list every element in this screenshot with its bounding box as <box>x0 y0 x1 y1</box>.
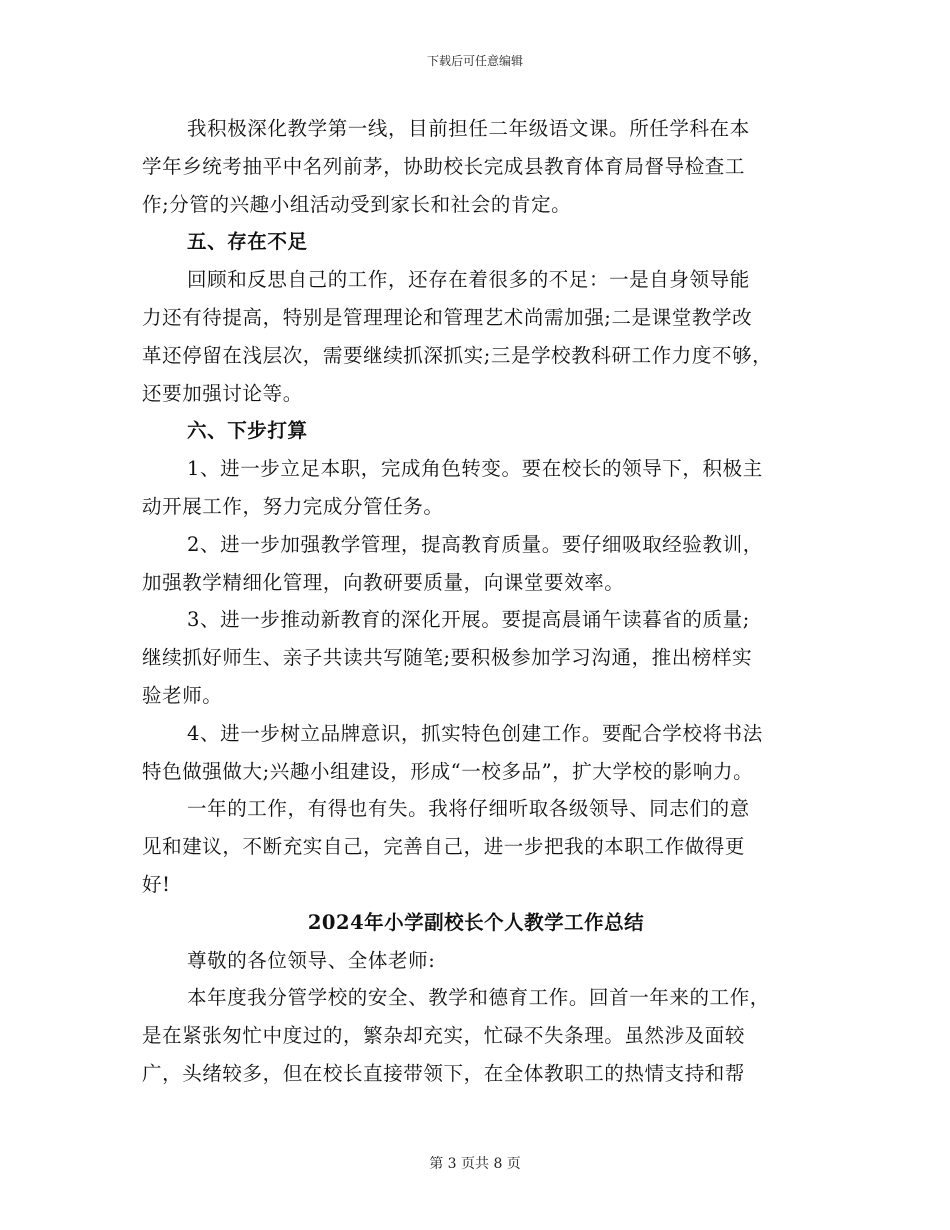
text-line: 还要加强讨论等。 <box>142 381 303 405</box>
text-line: 回顾和反思自己的工作，还存在着很多的不足：一是自身领导能 <box>187 268 750 292</box>
list-item-2 <box>142 526 822 602</box>
text-line: 力还有待提高，特别是管理理论和管理艺术尚需加强;二是课堂教学改 <box>142 305 753 329</box>
list-item-1 <box>142 450 822 526</box>
text-line: 继续抓好师生、亲子共读共写随笔;要积极参加学习沟通，推出榜样实 <box>142 646 753 670</box>
paragraph-intro <box>142 979 822 1092</box>
list-item-4 <box>142 715 822 791</box>
text-line: 作;分管的兴趣小组活动受到家长和社会的肯定。 <box>142 192 572 216</box>
document-body <box>142 110 822 1093</box>
text-line: 是在紧张匆忙中度过的，繁杂却充实，忙碌不失条理。虽然涉及面较 <box>142 1024 746 1048</box>
section-heading-next-steps: 六、下步打算 <box>187 419 308 443</box>
text-line: 3、进一步推动新教育的深化开展。要提高晨诵午读暮省的质量; <box>187 608 750 632</box>
section-heading-shortcomings: 五、存在不足 <box>187 230 308 254</box>
paragraph-shortcomings <box>142 261 822 412</box>
document-title: 2024年小学副校长个人教学工作总结 <box>307 910 645 934</box>
text-line: 特色做强做大;兴趣小组建设，形成“一校多品”，扩大学校的影响力。 <box>142 759 754 783</box>
text-line: 4、进一步树立品牌意识，抓实特色创建工作。要配合学校将书法 <box>187 721 763 745</box>
greeting: 尊敬的各位领导、全体老师: <box>187 948 436 972</box>
paragraph-teaching-duties <box>142 110 822 223</box>
text-line: 好! <box>142 872 171 896</box>
page-number: 第 3 页共 8 页 <box>429 1156 521 1172</box>
text-line: 广，头绪较多，但在校长直接带领下，在全体教职工的热情支持和帮 <box>142 1061 746 1085</box>
text-line: 见和建议，不断充实自己，完善自己，进一步把我的本职工作做得更 <box>142 835 746 859</box>
text-line: 验老师。 <box>142 683 223 707</box>
paragraph-conclusion <box>142 790 822 903</box>
text-line: 2、进一步加强教学管理，提高教育质量。要仔细吸取经验教训， <box>187 532 763 556</box>
page-header: 下载后可任意编辑 <box>426 54 523 68</box>
text-line: 学年乡统考抽平中名列前茅，协助校长完成县教育体育局督导检查工 <box>142 154 746 178</box>
list-item-3 <box>142 601 822 714</box>
text-line: 加强教学精细化管理，向教研要质量，向课堂要效率。 <box>142 570 625 594</box>
text-line: 我积极深化教学第一线，目前担任二年级语文课。所任学科在本 <box>187 117 750 140</box>
text-line: 革还停留在浅层次，需要继续抓深抓实;三是学校教科研工作力度不够， <box>142 343 773 367</box>
text-line: 动开展工作，努力完成分管任务。 <box>142 494 444 518</box>
text-line: 本年度我分管学校的安全、教学和德育工作。回首一年来的工作， <box>187 986 770 1010</box>
text-line: 一年的工作，有得也有失。我将仔细听取各级领导、同志们的意 <box>187 797 750 821</box>
text-line: 1、进一步立足本职，完成角色转变。要在校长的领导下，积极主 <box>187 457 763 481</box>
